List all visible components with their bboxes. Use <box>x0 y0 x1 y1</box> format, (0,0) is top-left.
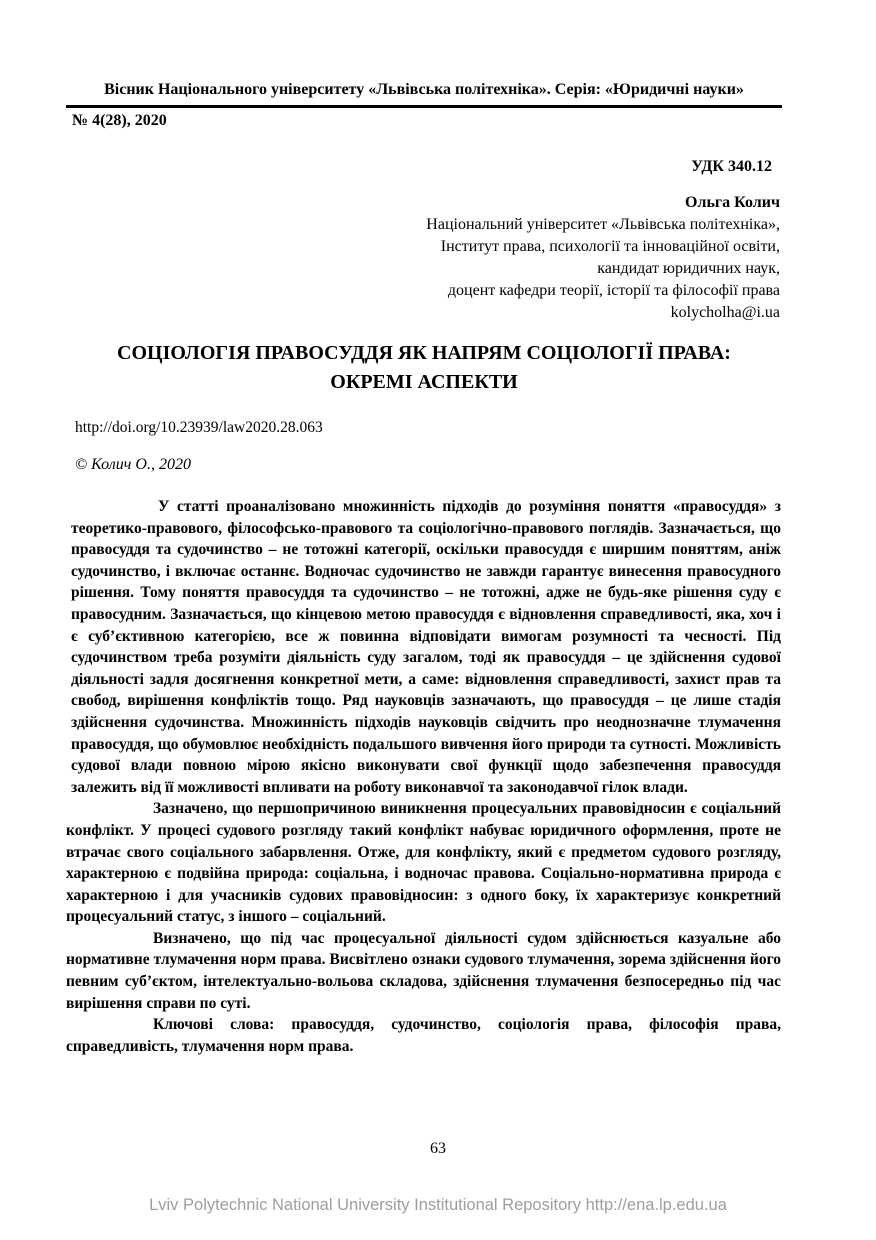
abstract-paragraph: У статті проаналізовано множинність підходів до розуміння поняття «правосуддя» з теоретико-правового, філософсько-правового та соціологічно-правового поглядів. Зазначається, що правосуддя та судочинство – не тотожні категорії, оскільки правосуддя є ширшим поняттям, аніж судочинство, і включає останнє. Водночас судочинство не завжди гарантує винесення правосудного рішення. Тому поняття правосуддя та судочинство – не тотожні, адже не будь-яке рішення суду є правосудним. Зазначається, що кінцевою метою правосуддя є відновлення справедливості, яка, хоч і є суб’єктивною категорією, все ж повинна відповідати вимогам розумності та чесності. Під судочинством треба розуміти діяльність суду загалом, тоді як правосуддя – це здійснення судової діяльності задля досягнення конкретної мети, а саме: відновлення справедливості, захист прав та свобод, вирішення конфліктів тощо. Ряд науковців зазначають, що правосуддя – це лише стадія здійснення судочинства. Множинність підходів науковців свідчить про неоднозначне тлумачення правосуддя, що обумовлює необхідність подальшого вивчення його природи та сутності. Можливість судової влади повною мірою якісно виконувати свої функції щодо забезпечення правосуддя залежить від її можливості впливати на роботу виконавчої та законодавчої гілок влади. <box>71 498 781 796</box>
copyright-notice: © Колич О., 2020 <box>75 456 191 473</box>
article-title <box>66 339 782 397</box>
article-title-line-2: ОКРЕМІ АСПЕКТИ <box>330 371 518 393</box>
author-block <box>66 192 780 324</box>
article-title-line-1: СОЦІОЛОГІЯ ПРАВОСУДДЯ ЯК НАПРЯМ СОЦІОЛОГІЇ ПРАВА: <box>117 342 731 364</box>
author-affiliation-line: доцент кафедри теорії, історії та філософії права <box>447 282 780 299</box>
page-number: 63 <box>430 1140 446 1157</box>
issue-number: № 4(28), 2020 <box>72 112 167 129</box>
author-affiliation-line: Національний університет «Львівська політехніка», <box>426 216 780 233</box>
author-affiliation-line: кандидат юридичних наук, <box>597 260 780 277</box>
udc-code: УДК 340.12 <box>691 158 772 175</box>
header-rule-divider <box>66 105 782 108</box>
abstract-paragraph: Визначено, що під час процесуальної діяльності судом здійснюється казуальне або нормативне тлумачення норм права. Висвітлено ознаки судового тлумачення, зорема здійснення його певним суб’єктом, інтелектуально-вольова складова, здійснення тлумачення безпосередньо під час вирішення справи по суті. <box>66 929 781 1012</box>
doi-link[interactable]: http://doi.org/10.23939/law2020.28.063 <box>75 419 323 436</box>
abstract-paragraph: Зазначено, що першопричиною виникнення процесуальних правовідносин є соціальний конфлікт. У процесі судового розгляду такий конфлікт набуває юридичного оформлення, проте не втрачає свого соціального забарвлення. Отже, для конфлікту, який є предметом судового розгляду, характерною є подвійна природа: соціальна, і водночас правова. Соціально-нормативна природа є характерною і для учасників судових правовідносин: з одного боку, їх характеризує конкретний процесуальний статус, з іншого – соціальний. <box>66 800 781 926</box>
abstract-block <box>66 496 781 1057</box>
author-affiliation-line: Інститут права, психології та інноваційної освіти, <box>440 238 780 255</box>
author-email[interactable]: kolycholha@i.ua <box>670 304 780 321</box>
keywords-paragraph: Ключові слова: правосуддя, судочинство, соціологія права, філософія права, справедливість, тлумачення норм права. <box>66 1016 781 1055</box>
journal-header-title: Вісник Національного університету «Львівська політехніка». Серія: «Юридичні науки» <box>104 81 744 98</box>
repository-footer: Lviv Polytechnic National University Institutional Repository http://ena.lp.edu.ua <box>149 1196 727 1214</box>
author-name: Ольга Колич <box>685 194 780 211</box>
